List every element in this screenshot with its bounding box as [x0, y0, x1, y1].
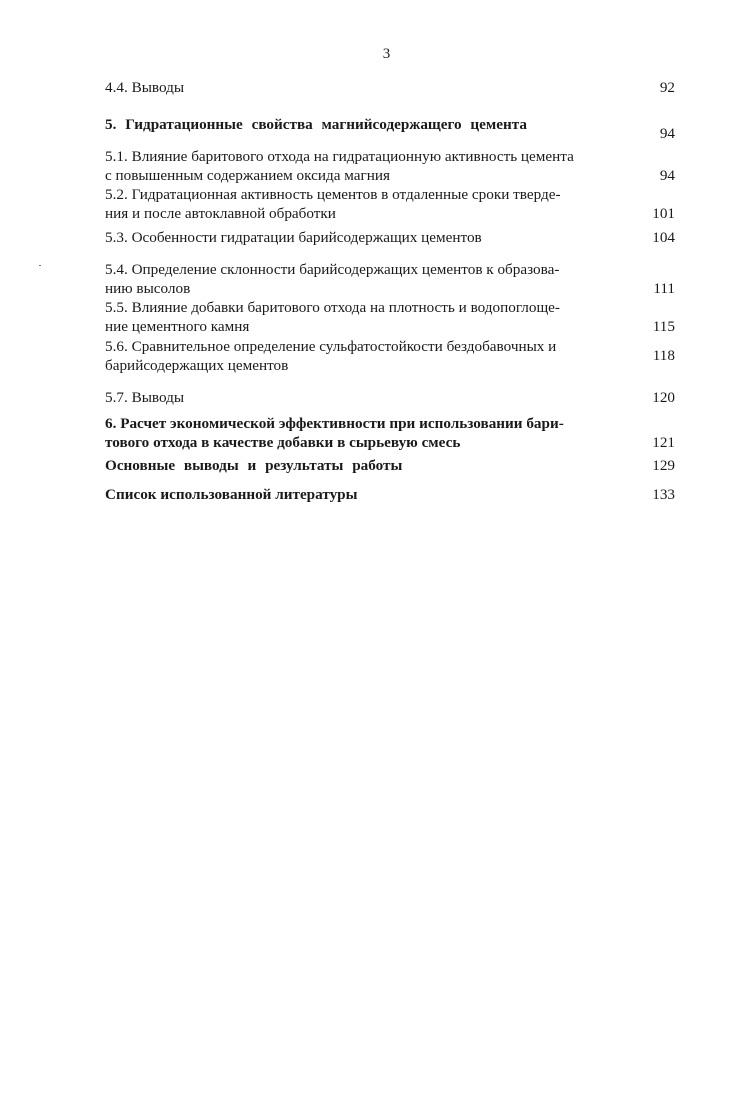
toc-entry-4-4[interactable] [105, 78, 675, 97]
toc-page-number: 120 [652, 389, 675, 406]
toc-entry-conclusions[interactable] [105, 456, 675, 475]
toc-page-number: 92 [659, 79, 675, 96]
toc-entry-5-7[interactable] [105, 388, 675, 407]
page-number: 3 [382, 46, 391, 62]
toc-line: 5.3. Особенности гидратации барийсодержащих цементов [105, 229, 482, 246]
toc-page-number: 94 [659, 167, 675, 184]
table-of-contents [105, 78, 675, 504]
toc-entry-5-2[interactable] [105, 185, 675, 223]
toc-entry-5-1[interactable] [105, 147, 675, 185]
toc-line: 5.5. Влияние добавки баритового отхода на плотность и водопоглоще- [105, 299, 560, 316]
toc-entry-text [105, 78, 660, 97]
toc-page-number: 121 [652, 434, 675, 451]
toc-entry-5-6[interactable] [105, 337, 675, 375]
toc-page-number: 101 [652, 205, 675, 222]
toc-line: Основные выводы и результаты работы [105, 457, 403, 474]
toc-entry-text [105, 115, 660, 143]
toc-line: 5.4. Определение склонности барийсодержащих цементов к образова- [105, 261, 560, 278]
toc-page-number: 94 [659, 125, 675, 142]
toc-entry-text [105, 337, 653, 375]
toc-entry-text [105, 485, 652, 504]
toc-line: 5.1. Влияние баритового отхода на гидратационную активность цемента [105, 148, 574, 165]
toc-entry-text [105, 456, 652, 475]
toc-entry-references[interactable] [105, 485, 675, 504]
scan-speck [39, 265, 41, 266]
toc-entry-5-5[interactable] [105, 298, 675, 336]
toc-page-number: 129 [652, 457, 675, 474]
toc-entry-text [105, 298, 653, 336]
toc-entry-5-3[interactable] [105, 228, 675, 247]
toc-page-number: 133 [652, 486, 675, 503]
toc-page-number: 111 [653, 280, 675, 297]
toc-line: нию высолов [105, 280, 191, 297]
toc-entry-text [105, 228, 652, 247]
toc-entry-text [105, 260, 653, 298]
toc-line: 5.7. Выводы [105, 389, 185, 406]
toc-line: барийсодержащих цементов [105, 357, 289, 374]
toc-entry-text [105, 414, 652, 452]
toc-line: 5. Гидратационные свойства магнийсодержащего цемента [105, 116, 527, 133]
toc-entry-chapter-5[interactable] [105, 115, 675, 143]
toc-page-number: 118 [652, 347, 675, 364]
toc-line: 5.2. Гидратационная активность цементов в отдаленные сроки тверде- [105, 186, 561, 203]
toc-entry-text [105, 185, 652, 223]
toc-line: 4.4. Выводы [105, 79, 185, 96]
toc-line: тового отхода в качестве добавки в сырьевую смесь [105, 434, 461, 451]
toc-entry-text [105, 388, 652, 407]
toc-line: ние цементного камня [105, 318, 250, 335]
toc-line: с повышенным содержанием оксида магния [105, 167, 390, 184]
toc-entry-text [105, 147, 660, 185]
toc-entry-5-4[interactable] [105, 260, 675, 298]
toc-line: Список использованной литературы [105, 486, 358, 503]
toc-line: 5.6. Сравнительное определение сульфатостойкости бездобавочных и [105, 338, 557, 355]
toc-page-number: 104 [652, 229, 675, 246]
toc-line: ния и после автоклавной обработки [105, 205, 336, 222]
toc-page-number: 115 [652, 318, 675, 335]
toc-entry-chapter-6[interactable] [105, 414, 675, 452]
toc-line: 6. Расчет экономической эффективности при использовании бари- [105, 415, 564, 432]
